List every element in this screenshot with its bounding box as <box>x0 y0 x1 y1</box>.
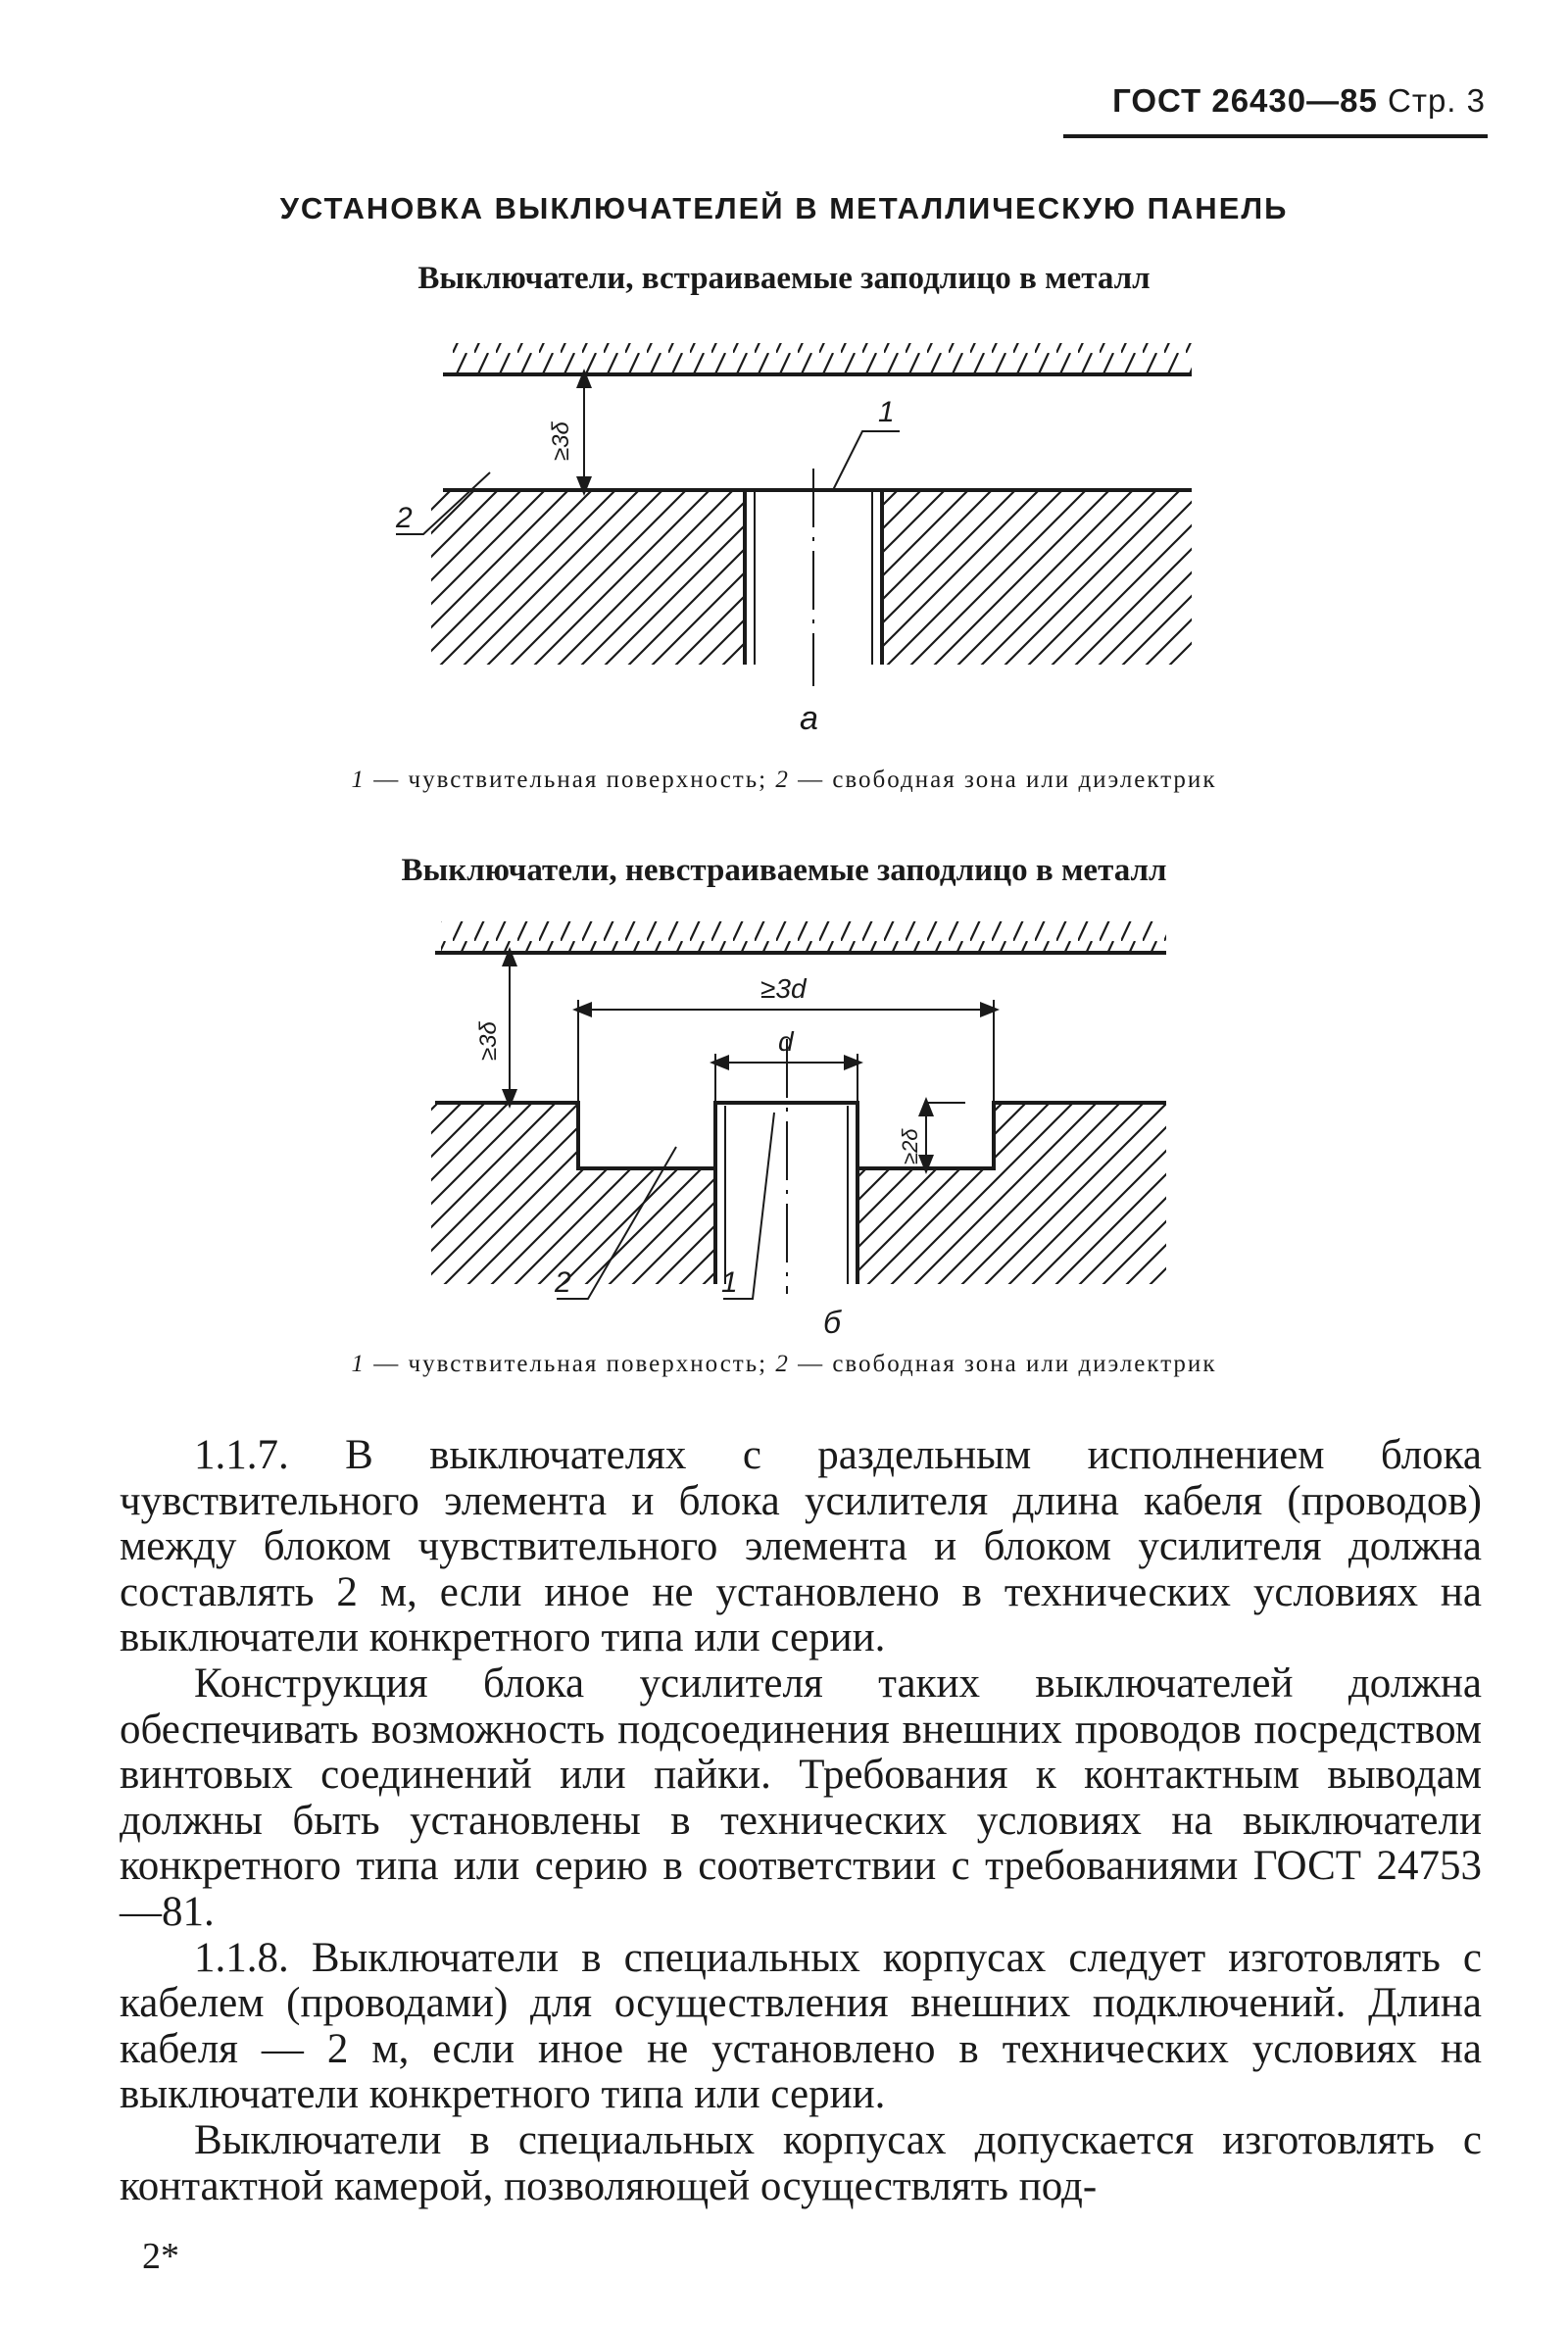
paragraph-contact-chamber: Выключатели в специальных корпусах допускается изготовлять с контактной камерой, позволяющей осуществлять под- <box>120 2116 1482 2209</box>
caption-a-text1: — чувствительная поверхность; <box>366 767 776 793</box>
label-1: 1 <box>878 396 895 428</box>
dimension-d-label: d <box>778 1026 794 1057</box>
caption-b-num1: 1 <box>351 1351 367 1377</box>
figure-a-subtitle: Выключатели, встраиваемые заподлицо в металл <box>417 261 1151 296</box>
figure-b-diagram <box>0 882 1568 1343</box>
page-number: Стр. 3 <box>1388 82 1486 119</box>
paragraph-1-1-8: 1.1.8. Выключатели в специальных корпусах следует изготовлять с кабелем (проводами) для осуществления внешних подключений. Длина кабеля — 2 м, если иное не установлено в технических условиях на выключатели конкретного типа или серии. <box>120 1934 1482 2118</box>
dimension-3d-label: ≥3d <box>760 973 807 1004</box>
leader-1 <box>833 431 900 490</box>
body-text <box>120 1433 1482 2209</box>
figure-a-letter: a <box>800 700 818 737</box>
figure-b-letter: б <box>823 1305 841 1340</box>
caption-a-text2: — свободная зона или диэлектрик <box>789 767 1217 793</box>
paragraph-1-1-7: 1.1.7. В выключателях с раздельным исполнением блока чувствительного элемента и блока усилителя длина кабеля (проводов) между блоком чувствительного элемента и блоком усилителя должна составлять 2 м, если иное не установлено в технических условиях на выключатели конкретного типа или серии. <box>120 1432 1482 1661</box>
panel-right-hatch <box>882 492 1192 665</box>
section-title: УСТАНОВКА ВЫКЛЮЧАТЕЛЕЙ В МЕТАЛЛИЧЕСКУЮ ПАНЕЛЬ <box>279 191 1289 225</box>
top-surface-hatch-b <box>441 921 1166 951</box>
panel-left-hatch-b <box>431 1105 715 1284</box>
figure-b-caption <box>0 1351 1568 1378</box>
panel-left-hatch <box>431 492 745 665</box>
dimension-3delta-b-label: ≥3δ <box>475 1021 502 1061</box>
dimension-3delta-label: ≥3δ <box>548 421 574 461</box>
caption-b-text1: — чувствительная поверхность; <box>366 1351 776 1377</box>
paragraph-amplifier: Конструкция блока усилителя таких выключателей должна обеспечивать возможность подсоединения внешних проводов посредством винтовых соединений или пайки. Требования к контактным выводам должны быть установлены в технических условиях на выключатели конкретного типа или серию в соответствии с требованиями ГОСТ 24753—81. <box>120 1659 1482 1935</box>
figure-b-subtitle: Выключатели, невстраиваемые заподлицо в металл <box>401 853 1167 888</box>
figure-a-diagram <box>0 0 1568 745</box>
label-2: 2 <box>396 502 413 534</box>
label-1-b: 1 <box>721 1266 738 1299</box>
doc-number: ГОСТ 26430—85 <box>1112 82 1378 119</box>
figure-a-caption <box>0 767 1568 794</box>
dimension-2delta-label: ≥2δ <box>898 1128 922 1164</box>
top-surface-hatch <box>451 343 1192 372</box>
caption-b-text2: — свободная зона или диэлектрик <box>789 1351 1217 1377</box>
page-footer: 2* <box>142 2236 179 2277</box>
caption-a-num2: 2 <box>775 767 790 793</box>
caption-b-num2: 2 <box>775 1351 790 1377</box>
caption-a-num1: 1 <box>351 767 367 793</box>
label-2-b: 2 <box>555 1266 571 1299</box>
